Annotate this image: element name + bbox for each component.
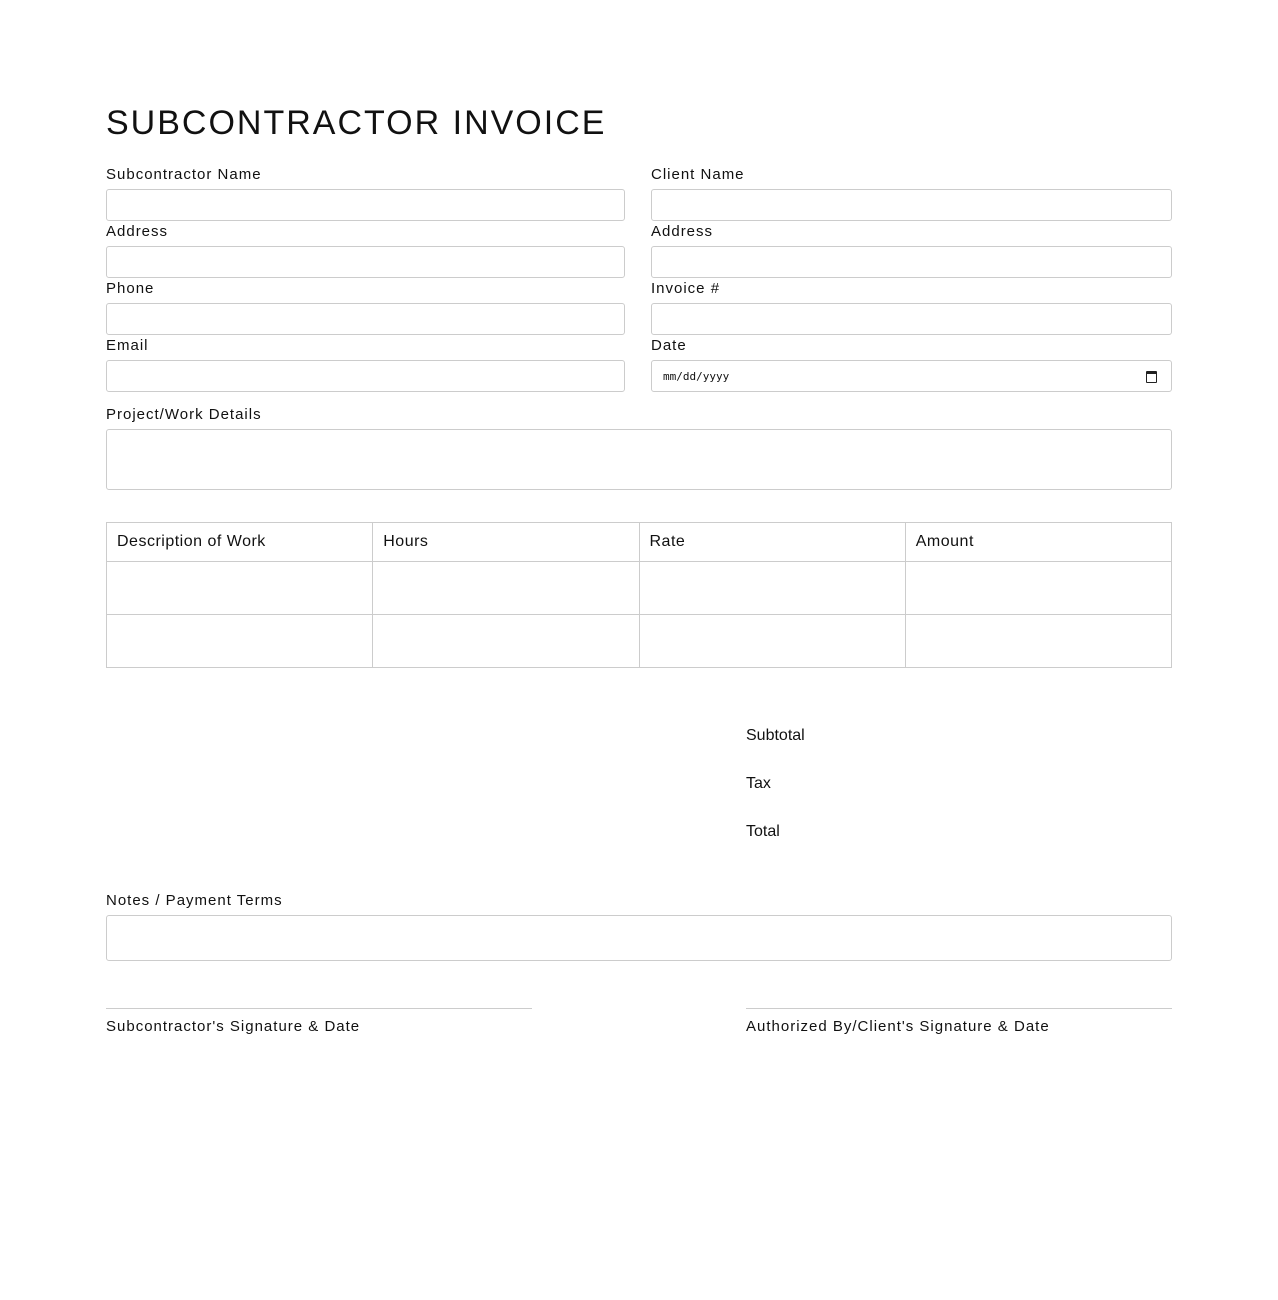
subcontractor-name-label: Subcontractor Name xyxy=(106,166,262,183)
subcontractor-address-input[interactable] xyxy=(106,246,625,278)
date-input[interactable] xyxy=(651,360,1172,392)
table-cell[interactable] xyxy=(905,562,1171,615)
table-cell[interactable] xyxy=(107,615,373,668)
phone-label: Phone xyxy=(106,280,155,297)
subcontractor-name-input[interactable] xyxy=(106,189,625,221)
header-description: Description of Work xyxy=(107,523,373,562)
client-signature-line xyxy=(746,1008,1172,1009)
table-cell[interactable] xyxy=(639,615,905,668)
header-hours: Hours xyxy=(373,523,639,562)
phone-input[interactable] xyxy=(106,303,625,335)
subcontractor-address-label: Address xyxy=(106,223,169,240)
tax-label: Tax xyxy=(746,775,771,792)
header-amount: Amount xyxy=(905,523,1171,562)
page-title: SUBCONTRACTOR INVOICE xyxy=(106,104,607,142)
work-table xyxy=(106,522,1172,668)
notes-label: Notes / Payment Terms xyxy=(106,892,283,909)
client-signature-label: Authorized By/Client's Signature & Date xyxy=(746,1018,1050,1035)
table-cell[interactable] xyxy=(905,615,1171,668)
notes-textarea[interactable] xyxy=(106,915,1172,961)
calendar-icon[interactable] xyxy=(1146,371,1157,383)
invoice-number-label: Invoice # xyxy=(651,280,721,297)
table-cell[interactable] xyxy=(107,562,373,615)
subcontractor-signature-line xyxy=(106,1008,532,1009)
client-name-input[interactable] xyxy=(651,189,1172,221)
invoice-number-input[interactable] xyxy=(651,303,1172,335)
total-label: Total xyxy=(746,823,780,840)
client-name-label: Client Name xyxy=(651,166,745,183)
table-row xyxy=(107,562,1172,615)
date-label: Date xyxy=(651,337,687,354)
client-address-input[interactable] xyxy=(651,246,1172,278)
header-rate: Rate xyxy=(639,523,905,562)
subtotal-label: Subtotal xyxy=(746,727,805,744)
subcontractor-signature-label: Subcontractor's Signature & Date xyxy=(106,1018,361,1035)
email-label: Email xyxy=(106,337,149,354)
table-cell[interactable] xyxy=(639,562,905,615)
table-cell[interactable] xyxy=(373,562,639,615)
table-cell[interactable] xyxy=(373,615,639,668)
client-address-label: Address xyxy=(651,223,714,240)
table-header-row xyxy=(107,523,1172,562)
email-input[interactable] xyxy=(106,360,625,392)
date-placeholder: mm/dd/yyyy xyxy=(663,370,730,383)
project-details-label: Project/Work Details xyxy=(106,406,262,423)
table-row xyxy=(107,615,1172,668)
project-details-textarea[interactable] xyxy=(106,429,1172,490)
